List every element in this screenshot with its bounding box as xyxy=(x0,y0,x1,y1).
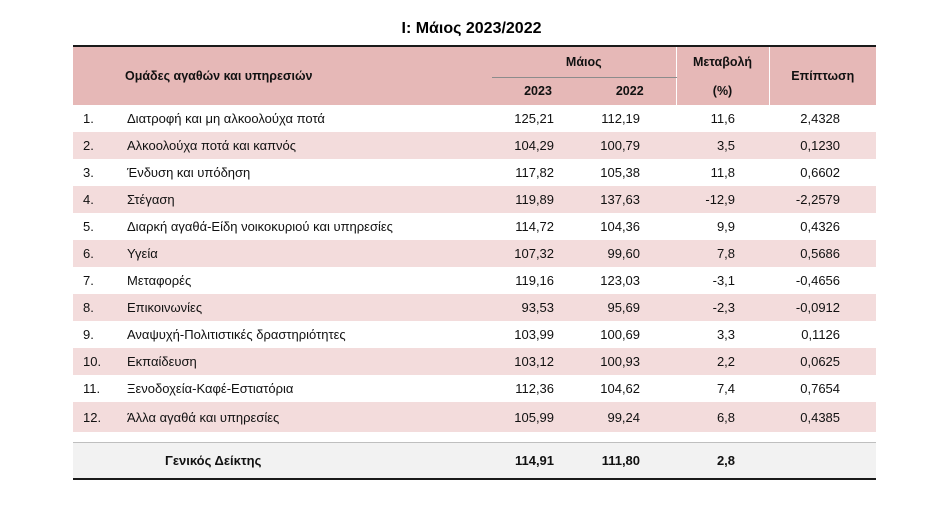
cpi-table xyxy=(73,45,876,480)
row-2023-value: 117,82 xyxy=(492,159,584,186)
row-name: Στέγαση xyxy=(119,186,492,213)
page-title: I: Μάιος 2023/2022 xyxy=(401,20,542,37)
row-change-value: -3,1 xyxy=(676,267,769,294)
row-name: Διαρκή αγαθά-Είδη νοικοκυριού και υπηρεσίες xyxy=(119,213,492,240)
row-index: 9. xyxy=(73,321,119,348)
row-index: 8. xyxy=(73,294,119,321)
row-2022-value: 99,60 xyxy=(584,240,676,267)
row-change-value: 11,8 xyxy=(676,159,769,186)
total-change: 2,8 xyxy=(676,442,769,479)
row-impact-value: 0,5686 xyxy=(769,240,876,267)
table-row xyxy=(73,321,876,348)
row-2022-value: 100,79 xyxy=(584,132,676,159)
row-2023-value: 125,21 xyxy=(492,105,584,132)
row-impact-value: 0,1126 xyxy=(769,321,876,348)
row-2023-value: 119,89 xyxy=(492,186,584,213)
row-change-value: 11,6 xyxy=(676,105,769,132)
row-change-value: 3,3 xyxy=(676,321,769,348)
row-change-value: 2,2 xyxy=(676,348,769,375)
row-change-value: -2,3 xyxy=(676,294,769,321)
row-change-value: 3,5 xyxy=(676,132,769,159)
row-2023-value: 114,72 xyxy=(492,213,584,240)
row-impact-value: -2,2579 xyxy=(769,186,876,213)
table-header xyxy=(73,46,876,105)
row-2022-value: 100,93 xyxy=(584,348,676,375)
row-index: 7. xyxy=(73,267,119,294)
row-change-value: 6,8 xyxy=(676,402,769,432)
row-name: Επικοινωνίες xyxy=(119,294,492,321)
row-index: 10. xyxy=(73,348,119,375)
row-2022-value: 95,69 xyxy=(584,294,676,321)
row-change-value: 7,4 xyxy=(676,375,769,402)
row-index: 11. xyxy=(73,375,119,402)
change-unit-header: (%) xyxy=(676,77,769,105)
row-name: Αναψυχή-Πολιτιστικές δραστηριότητες xyxy=(119,321,492,348)
row-2022-value: 105,38 xyxy=(584,159,676,186)
row-impact-value: 0,6602 xyxy=(769,159,876,186)
row-name: Ξενοδοχεία-Καφέ-Εστιατόρια xyxy=(119,375,492,402)
row-index: 2. xyxy=(73,132,119,159)
row-change-value: 9,9 xyxy=(676,213,769,240)
table-row xyxy=(73,213,876,240)
row-2022-value: 104,36 xyxy=(584,213,676,240)
table-row xyxy=(73,105,876,132)
row-2022-value: 112,19 xyxy=(584,105,676,132)
row-2023-value: 107,32 xyxy=(492,240,584,267)
row-2022-value: 104,62 xyxy=(584,375,676,402)
row-impact-value: 0,1230 xyxy=(769,132,876,159)
row-index: 3. xyxy=(73,159,119,186)
row-impact-value: 2,4328 xyxy=(769,105,876,132)
month-header: Μάιος xyxy=(492,46,676,77)
row-2023-value: 103,99 xyxy=(492,321,584,348)
row-index: 6. xyxy=(73,240,119,267)
row-2022-value: 123,03 xyxy=(584,267,676,294)
total-2023: 114,91 xyxy=(492,442,584,479)
impact-header: Επίπτωση xyxy=(769,46,876,105)
table-row xyxy=(73,159,876,186)
table-footer xyxy=(73,442,876,479)
table-row xyxy=(73,375,876,402)
row-name: Υγεία xyxy=(119,240,492,267)
row-2022-value: 100,69 xyxy=(584,321,676,348)
category-header: Ομάδες αγαθών και υπηρεσιών xyxy=(73,46,492,105)
row-index: 4. xyxy=(73,186,119,213)
table-row xyxy=(73,402,876,432)
row-index: 12. xyxy=(73,402,119,432)
row-2022-value: 137,63 xyxy=(584,186,676,213)
row-2023-value: 105,99 xyxy=(492,402,584,432)
year-2022-header: 2022 xyxy=(584,77,676,105)
row-2023-value: 104,29 xyxy=(492,132,584,159)
row-name: Ένδυση και υπόδηση xyxy=(119,159,492,186)
row-2023-value: 112,36 xyxy=(492,375,584,402)
table-row xyxy=(73,348,876,375)
total-impact xyxy=(769,442,876,479)
row-impact-value: -0,4656 xyxy=(769,267,876,294)
row-name: Άλλα αγαθά και υπηρεσίες xyxy=(119,402,492,432)
row-index: 1. xyxy=(73,105,119,132)
row-change-value: 7,8 xyxy=(676,240,769,267)
spacer-row xyxy=(73,432,876,442)
row-2022-value: 99,24 xyxy=(584,402,676,432)
row-name: Αλκοολούχα ποτά και καπνός xyxy=(119,132,492,159)
row-impact-value: 0,7654 xyxy=(769,375,876,402)
total-label: Γενικός Δείκτης xyxy=(119,442,492,479)
table-row xyxy=(73,132,876,159)
row-2023-value: 93,53 xyxy=(492,294,584,321)
row-index: 5. xyxy=(73,213,119,240)
table-body xyxy=(73,105,876,442)
table-row xyxy=(73,186,876,213)
table-row xyxy=(73,294,876,321)
total-index xyxy=(73,442,119,479)
row-change-value: -12,9 xyxy=(676,186,769,213)
table-row xyxy=(73,240,876,267)
row-name: Διατροφή και μη αλκοολούχα ποτά xyxy=(119,105,492,132)
row-name: Εκπαίδευση xyxy=(119,348,492,375)
total-2022: 111,80 xyxy=(584,442,676,479)
table-row xyxy=(73,267,876,294)
row-impact-value: 0,4385 xyxy=(769,402,876,432)
row-name: Μεταφορές xyxy=(119,267,492,294)
row-2023-value: 119,16 xyxy=(492,267,584,294)
row-impact-value: -0,0912 xyxy=(769,294,876,321)
row-impact-value: 0,4326 xyxy=(769,213,876,240)
row-2023-value: 103,12 xyxy=(492,348,584,375)
total-row xyxy=(73,442,876,479)
row-impact-value: 0,0625 xyxy=(769,348,876,375)
year-2023-header: 2023 xyxy=(492,77,584,105)
change-header: Μεταβολή xyxy=(676,46,769,77)
